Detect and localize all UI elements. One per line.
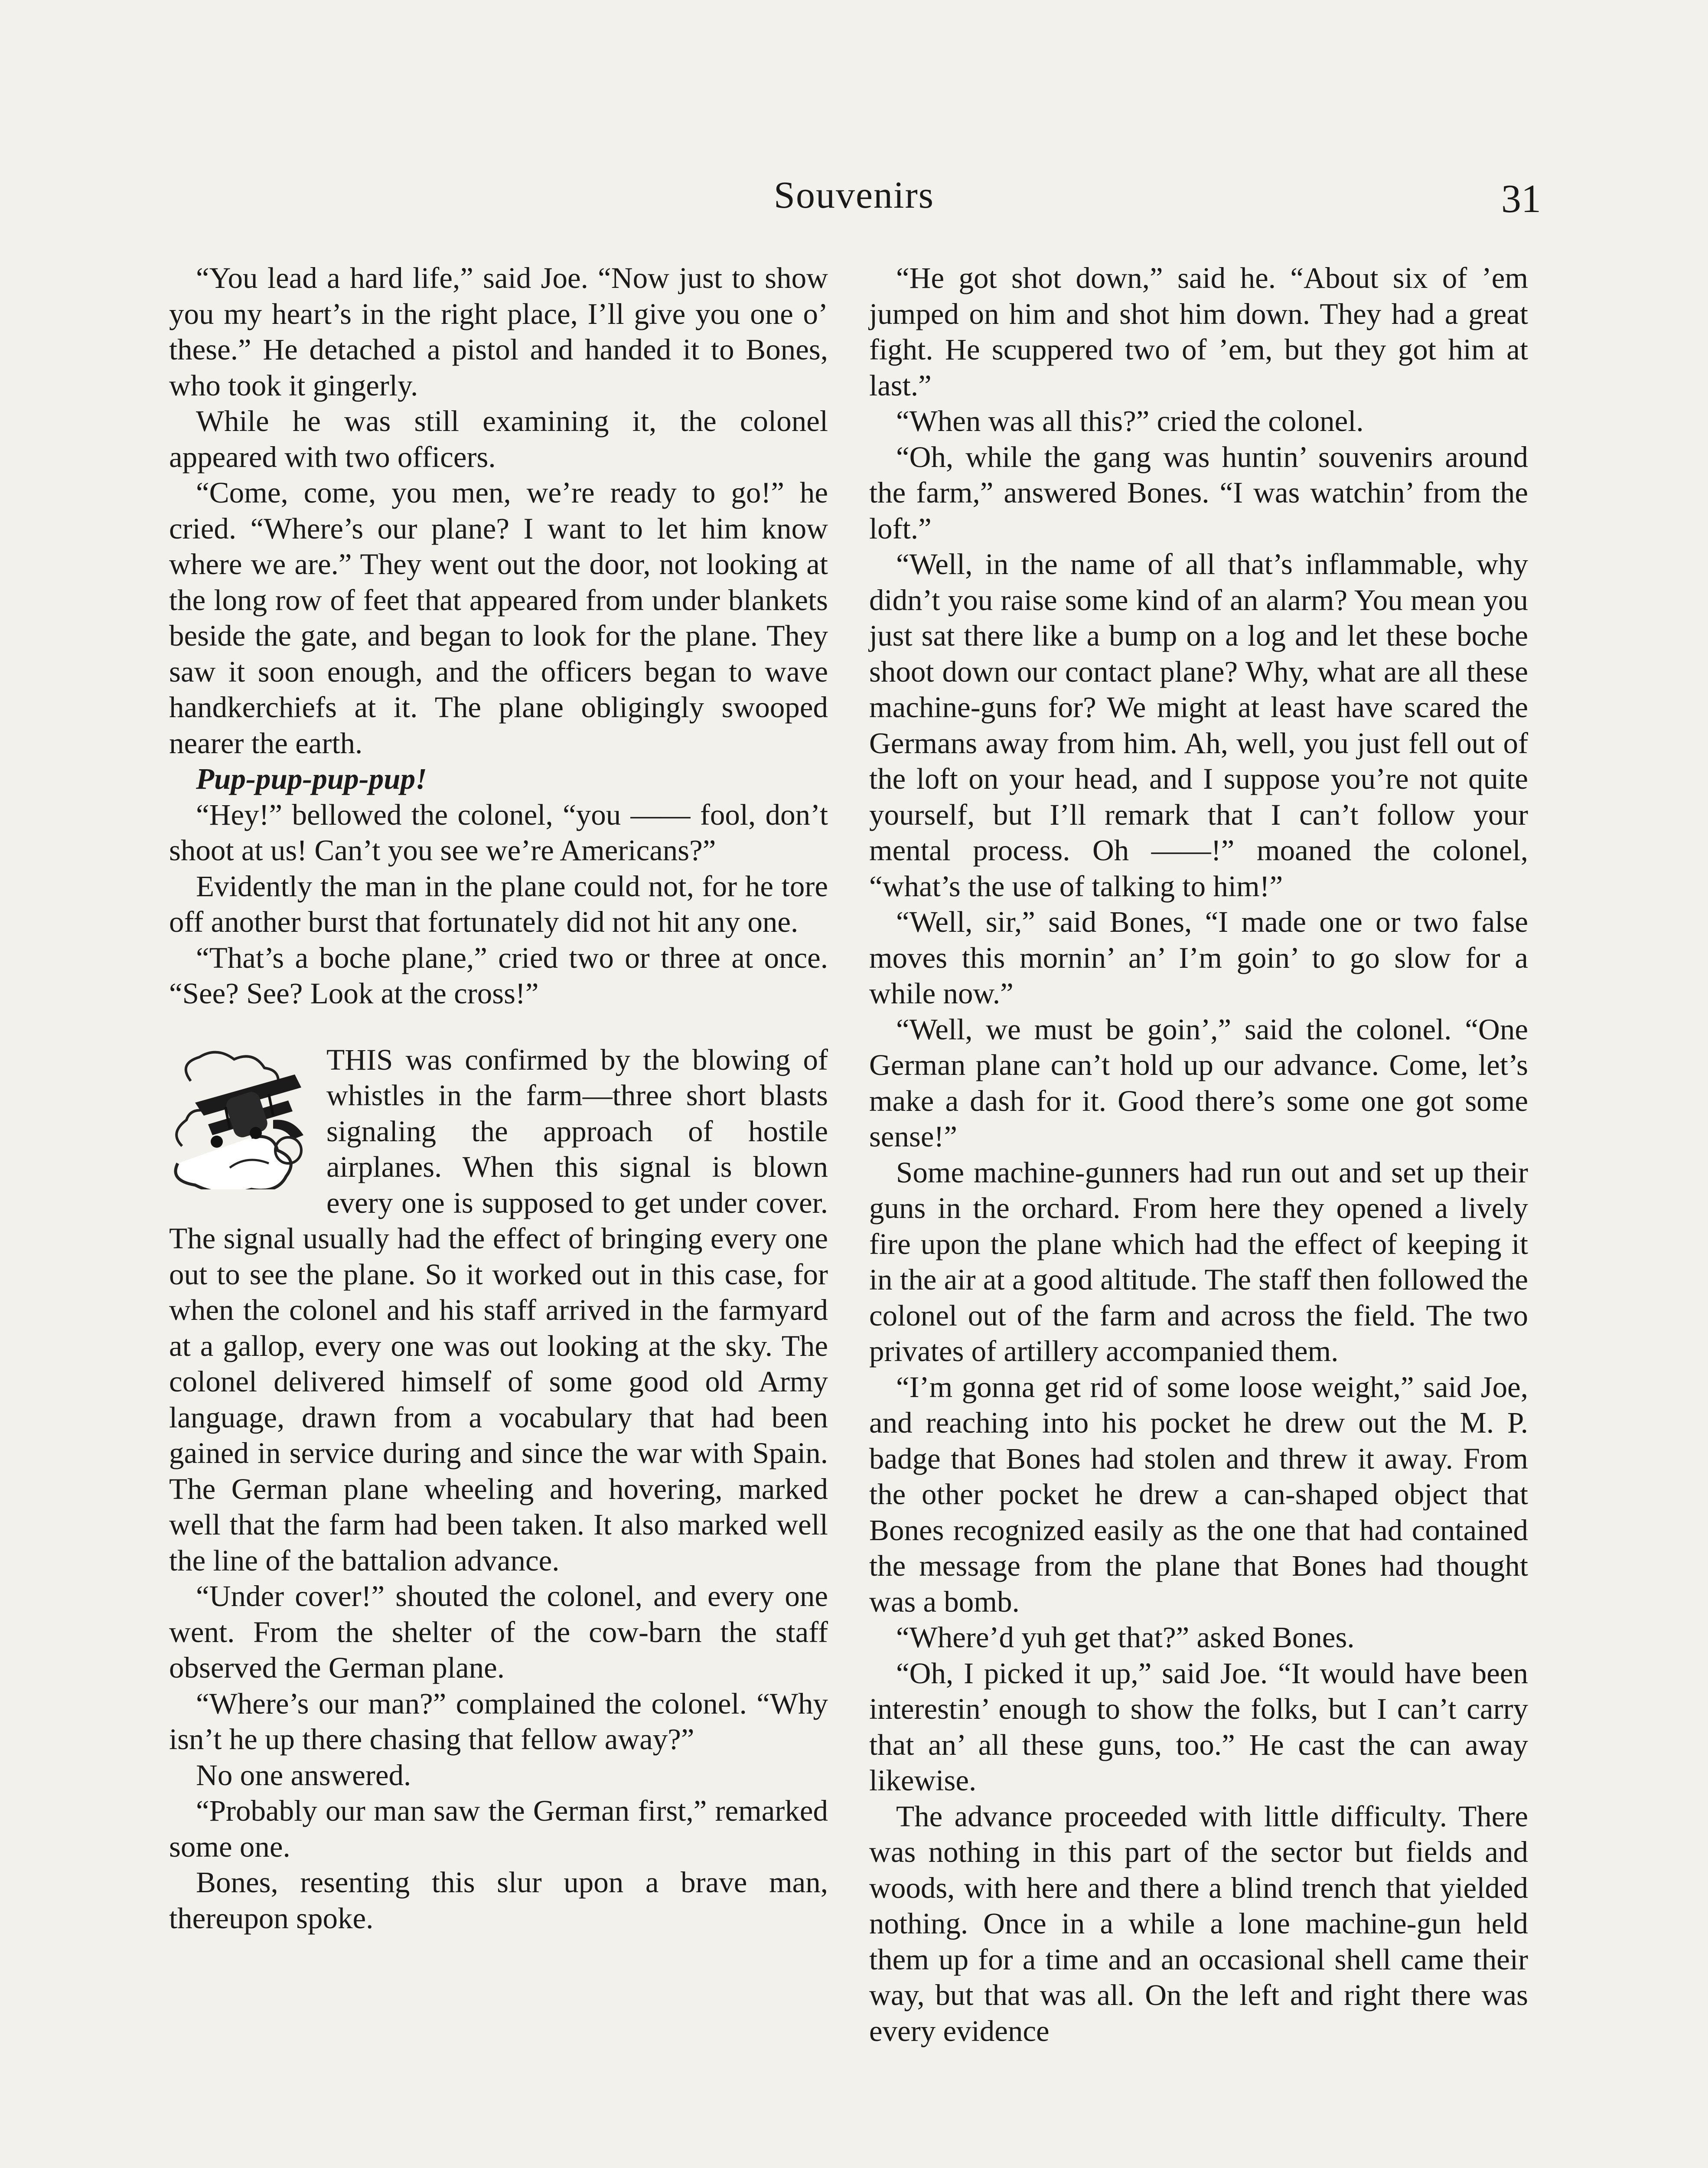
running-header-title: Souvenirs — [774, 174, 934, 216]
right-column — [869, 260, 1528, 2049]
paragraph: “Oh, while the gang was huntin’ souvenirs around the farm,” answered Bones. “I was watchin’ from the loft.” — [869, 440, 1528, 545]
paragraph: “Where’s our man?” complained the colonel. “Why isn’t he up there chasing that fellow away?” — [169, 1687, 828, 1756]
airplane-decoration-icon — [165, 1051, 314, 1189]
sound-effect-line: Pup-pup-pup-pup! — [196, 762, 427, 795]
paragraph: “Well, we must be goin’,” said the colonel. “One German plane can’t hold up our advance. Come, let’s make a dash for it. Good there’s some one got some sense!” — [869, 1012, 1528, 1153]
paragraph: Bones, resenting this slur upon a brave man, thereupon spoke. — [169, 1866, 828, 1935]
paragraph: “I’m gonna get rid of some loose weight,” said Joe, and reaching into his pocket he drew out the M. P. badge that Bones had stolen and threw it away. From the other pocket he drew a can-shaped object that Bones recognized easily as the one that had contained the message from the plane that Bones had thought was a bomb. — [869, 1370, 1528, 1618]
paragraph: No one answered. — [196, 1758, 411, 1792]
paragraph: “Under cover!” shouted the colonel, and every one went. From the shelter of the cow-barn the staff observed the German plane. — [169, 1580, 828, 1684]
paragraph: “Where’d yuh get that?” asked Bones. — [896, 1621, 1355, 1654]
paragraph: “Probably our man saw the German first,” remarked some one. — [169, 1794, 828, 1863]
section-gap — [169, 1012, 828, 1042]
page-number: 31 — [1501, 176, 1541, 221]
paragraph: “He got shot down,” said he. “About six of ’em jumped on him and shot him down. They had a great fight. He scuppered two of ’em, but they got him at last.” — [869, 261, 1528, 402]
paragraph: “Hey!” bellowed the colonel, “you —— fool, don’t shoot at us! Can’t you see we’re Americans?” — [169, 798, 828, 867]
paragraph-drop-cap: THIS was confirmed by the blowing of whistles in the farm—three short blasts signaling the approach of hostile airplanes. When this signal is blown every one is supposed to get under cover. The signal usually had the effect of bringing every one out to see the plane. So it worked out in this case, for when the colonel and his staff arrived in the farmyard at a gallop, every one was out looking at the sky. The colonel delivered himself of some good old Army language, drawn from a vocabulary that had been gained in service during and since the war with Spain. The German plane wheeling and hovering, marked well that the farm had been taken. It also marked well the line of the battalion advance. — [169, 1043, 828, 1577]
paragraph: The advance proceeded with little difficulty. There was nothing in this part of the sector but fields and woods, with here and there a blind trench that yielded nothing. Once in a while a lone machine-gun held them up for a time and an occasional shell came their way, but that was all. On the left and right there was every evidence — [869, 1799, 1528, 2047]
paragraph: “Come, come, you men, we’re ready to go!” he cried. “Where’s our plane? I want to let him know where we are.” They went out the door, not looking at the long row of feet that appeared from under blankets beside the gate, and began to look for the plane. They saw it soon enough, and the officers began to wave handkerchiefs at it. The plane obligingly swooped nearer the earth. — [169, 476, 828, 760]
paragraph: “When was all this?” cried the colonel. — [896, 405, 1364, 438]
paragraph: “That’s a boche plane,” cried two or three at once. “See? See? Look at the cross!” — [169, 941, 828, 1010]
paragraph: “Oh, I picked it up,” said Joe. “It would have been interestin’ enough to show the folks, but I can’t carry that an’ all these guns, too.” He cast the can away likewise. — [869, 1656, 1528, 1797]
paragraph: “You lead a hard life,” said Joe. “Now just to show you my heart’s in the right place, I’ll give you one o’ these.” He detached a pistol and handed it to Bones, who took it gingerly. — [169, 261, 828, 402]
paragraph: Some machine-gunners had run out and set up their guns in the orchard. From here they opened a lively fire upon the plane which had the effect of keeping it in the air at a good altitude. The staff then followed the colonel out of the farm and across the field. The two privates of artillery accompanied them. — [869, 1156, 1528, 1368]
paragraph: “Well, in the name of all that’s inflammable, why didn’t you raise some kind of an alarm? You mean you just sat there like a bump on a log and let these boche shoot down our contact plane? Why, what are all these machine-guns for? We might at least have scared the Germans away from him. Ah, well, you just fell out of the loft on your head, and I suppose you’re not quite yourself, but I’ll remark that I can’t follow your mental process. Oh ——!” moaned the colonel, “what’s the use of talking to him!” — [869, 548, 1528, 903]
paragraph: While he was still examining it, the colonel appeared with two officers. — [169, 405, 828, 473]
paragraph: “Well, sir,” said Bones, “I made one or two false moves this mornin’ an’ I’m goin’ to go slow for a while now.” — [869, 905, 1528, 1010]
left-column — [169, 260, 828, 1936]
paragraph: Evidently the man in the plane could not, for he tore off another burst that fortunately did not hit any one. — [169, 869, 828, 938]
